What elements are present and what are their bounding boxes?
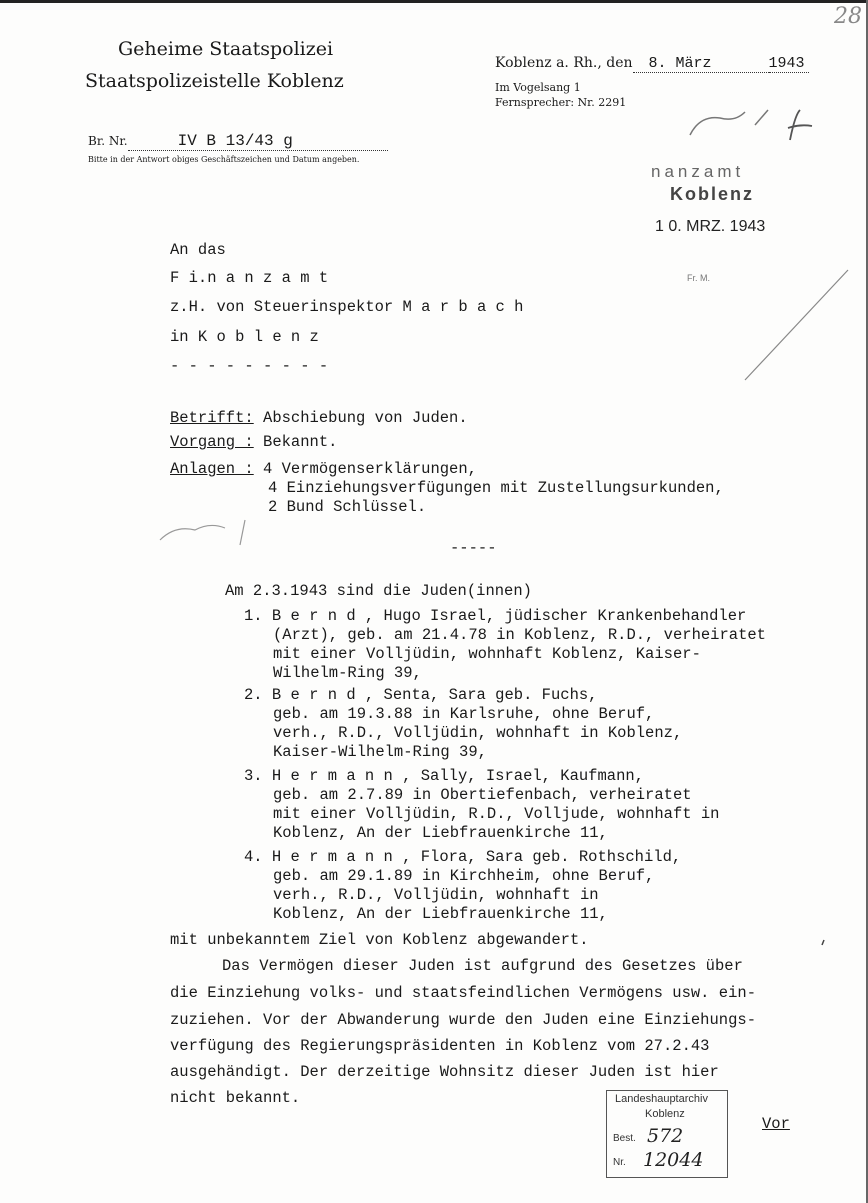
archive-bestand-value: 572	[647, 1125, 684, 1147]
separator: -----	[450, 539, 497, 557]
reference-label: Br. Nr.	[88, 134, 128, 148]
list-item	[244, 607, 766, 683]
org-name-line2: Staatspolizeistelle Koblenz	[85, 70, 344, 92]
receipt-stamp-line2: Koblenz	[670, 184, 754, 204]
list-item-number: 3.	[244, 767, 263, 785]
list-item-text: Koblenz, An der Liebfrauenkirche 11,	[273, 905, 608, 923]
receipt-stamp-date: 1 0. MRZ. 1943	[655, 218, 766, 235]
list-item-text: mit einer Volljüdin, R.D., Volljude, wohnhaft in	[273, 805, 720, 823]
list-item	[244, 848, 681, 924]
org-name-line1: Geheime Staatspolizei	[118, 38, 334, 60]
anlagen-item1: 4 Vermögenserklärungen,	[263, 460, 477, 478]
list-item-text: B e r n d , Hugo Israel, jüdischer Krankenbehandler	[271, 607, 747, 625]
paragraph-line: nicht bekannt.	[170, 1089, 301, 1107]
reference-value: IV B 13/43 g	[128, 132, 388, 151]
archive-bestand-label: Best.	[613, 1133, 636, 1144]
paragraph-line: zuziehen. Vor der Abwanderung wurde den Juden eine Einziehungs-	[170, 1011, 756, 1029]
recipient-line2: F i.n a n z a m t	[170, 269, 329, 287]
betrifft-value: Abschiebung von Juden.	[263, 409, 468, 427]
archive-stamp-name: Landeshauptarchiv	[615, 1093, 708, 1105]
vorgang-label: Vorgang :	[170, 433, 254, 451]
paragraph-line: verfügung des Regierungspräsidenten in Koblenz vom 27.2.43	[170, 1037, 710, 1055]
receipt-stamp	[645, 158, 815, 283]
list-item-number: 2.	[244, 686, 263, 704]
paragraph-line: ausgehändigt. Der derzeitige Wohnsitz dieser Juden ist hier	[170, 1063, 719, 1081]
date-year: 1943	[769, 55, 809, 73]
recipient-line4: in K o b l e n z	[170, 328, 319, 346]
list-item-line	[244, 848, 681, 867]
archive-nr-value: 12044	[643, 1149, 704, 1171]
archive-stamp-city: Koblenz	[645, 1108, 685, 1120]
list-item-line	[244, 686, 682, 705]
list-item-text: verh., R.D., Volljüdin, wohnhaft in	[273, 886, 599, 904]
betrifft-label: Betrifft:	[170, 409, 254, 427]
archive-stamp	[606, 1090, 728, 1178]
paragraph-line: die Einziehung volks- und staatsfeindlichen Vermögens usw. ein-	[170, 984, 756, 1002]
recipient-line1: An das	[170, 241, 226, 259]
list-item	[244, 767, 719, 843]
archive-nr-label: Nr.	[613, 1157, 626, 1168]
betrifft-line	[170, 407, 468, 429]
list-item-text: geb. am 29.1.89 in Kirchheim, ohne Beruf,	[273, 867, 655, 885]
list-item-number: 4.	[244, 848, 263, 866]
intro-line: Am 2.3.1943 sind die Juden(innen)	[225, 582, 532, 600]
place-label: Koblenz a. Rh., den	[495, 55, 633, 71]
anlagen-item2: 4 Einziehungsverfügungen mit Zustellungsurkunden,	[268, 479, 724, 497]
list-item-number: 1.	[244, 607, 263, 625]
recipient-underline: - - - - - - - - -	[170, 357, 329, 375]
receipt-stamp-initial: Fr. M.	[687, 273, 710, 283]
recipient-line3: z.H. von Steuerinspektor M a r b a c h	[170, 298, 524, 316]
page-number-handwritten: 28	[834, 4, 862, 29]
list-item-text: geb. am 19.3.88 in Karlsruhe, ohne Beruf,	[273, 705, 655, 723]
list-item-text: mit einer Volljüdin, wohnhaft Koblenz, Kaiser-	[273, 645, 701, 663]
anlagen-item3: 2 Bund Schlüssel.	[268, 498, 427, 516]
list-item-text: geb. am 2.7.89 in Obertiefenbach, verheiratet	[273, 786, 692, 804]
receipt-stamp-line1: nanzamt	[651, 162, 745, 181]
list-item-line	[244, 607, 766, 626]
list-item-text: verh., R.D., Volljüdin, wohnhaft in Koblenz,	[273, 724, 683, 742]
vorgang-line	[170, 431, 337, 453]
list-item-text: Koblenz, An der Liebfrauenkirche 11,	[273, 824, 608, 842]
after-list-line: mit unbekanntem Ziel von Koblenz abgewandert.	[170, 931, 589, 949]
list-item-text: H e r m a n n , Sally, Israel, Kaufmann,	[271, 767, 644, 785]
list-item-text: B e r n d , Senta, Sara geb. Fuchs,	[271, 686, 598, 704]
reference-note: Bitte in der Antwort obiges Geschäftszeichen und Datum angeben.	[88, 155, 360, 164]
list-item	[244, 686, 682, 762]
date-day-month: 8. März	[633, 55, 769, 73]
list-item-line	[244, 767, 719, 786]
list-item-text: Kaiser-Wilhelm-Ring 39,	[273, 743, 487, 761]
list-item-text: (Arzt), geb. am 21.4.78 in Koblenz, R.D., verheiratet	[273, 626, 766, 644]
continuation-word: Vor	[762, 1115, 790, 1133]
anlagen-label: Anlagen :	[170, 460, 254, 478]
paragraph-line: Das Vermögen dieser Juden ist aufgrund des Gesetzes über	[222, 957, 743, 975]
list-item-text: H e r m a n n , Flora, Sara geb. Rothschild,	[271, 848, 682, 866]
phone-line: Fernsprecher: Nr. 2291	[495, 96, 627, 109]
vorgang-value: Bekannt.	[263, 433, 338, 451]
address-line: Im Vogelsang 1	[495, 81, 581, 94]
list-item-text: Wilhelm-Ring 39,	[273, 664, 422, 682]
